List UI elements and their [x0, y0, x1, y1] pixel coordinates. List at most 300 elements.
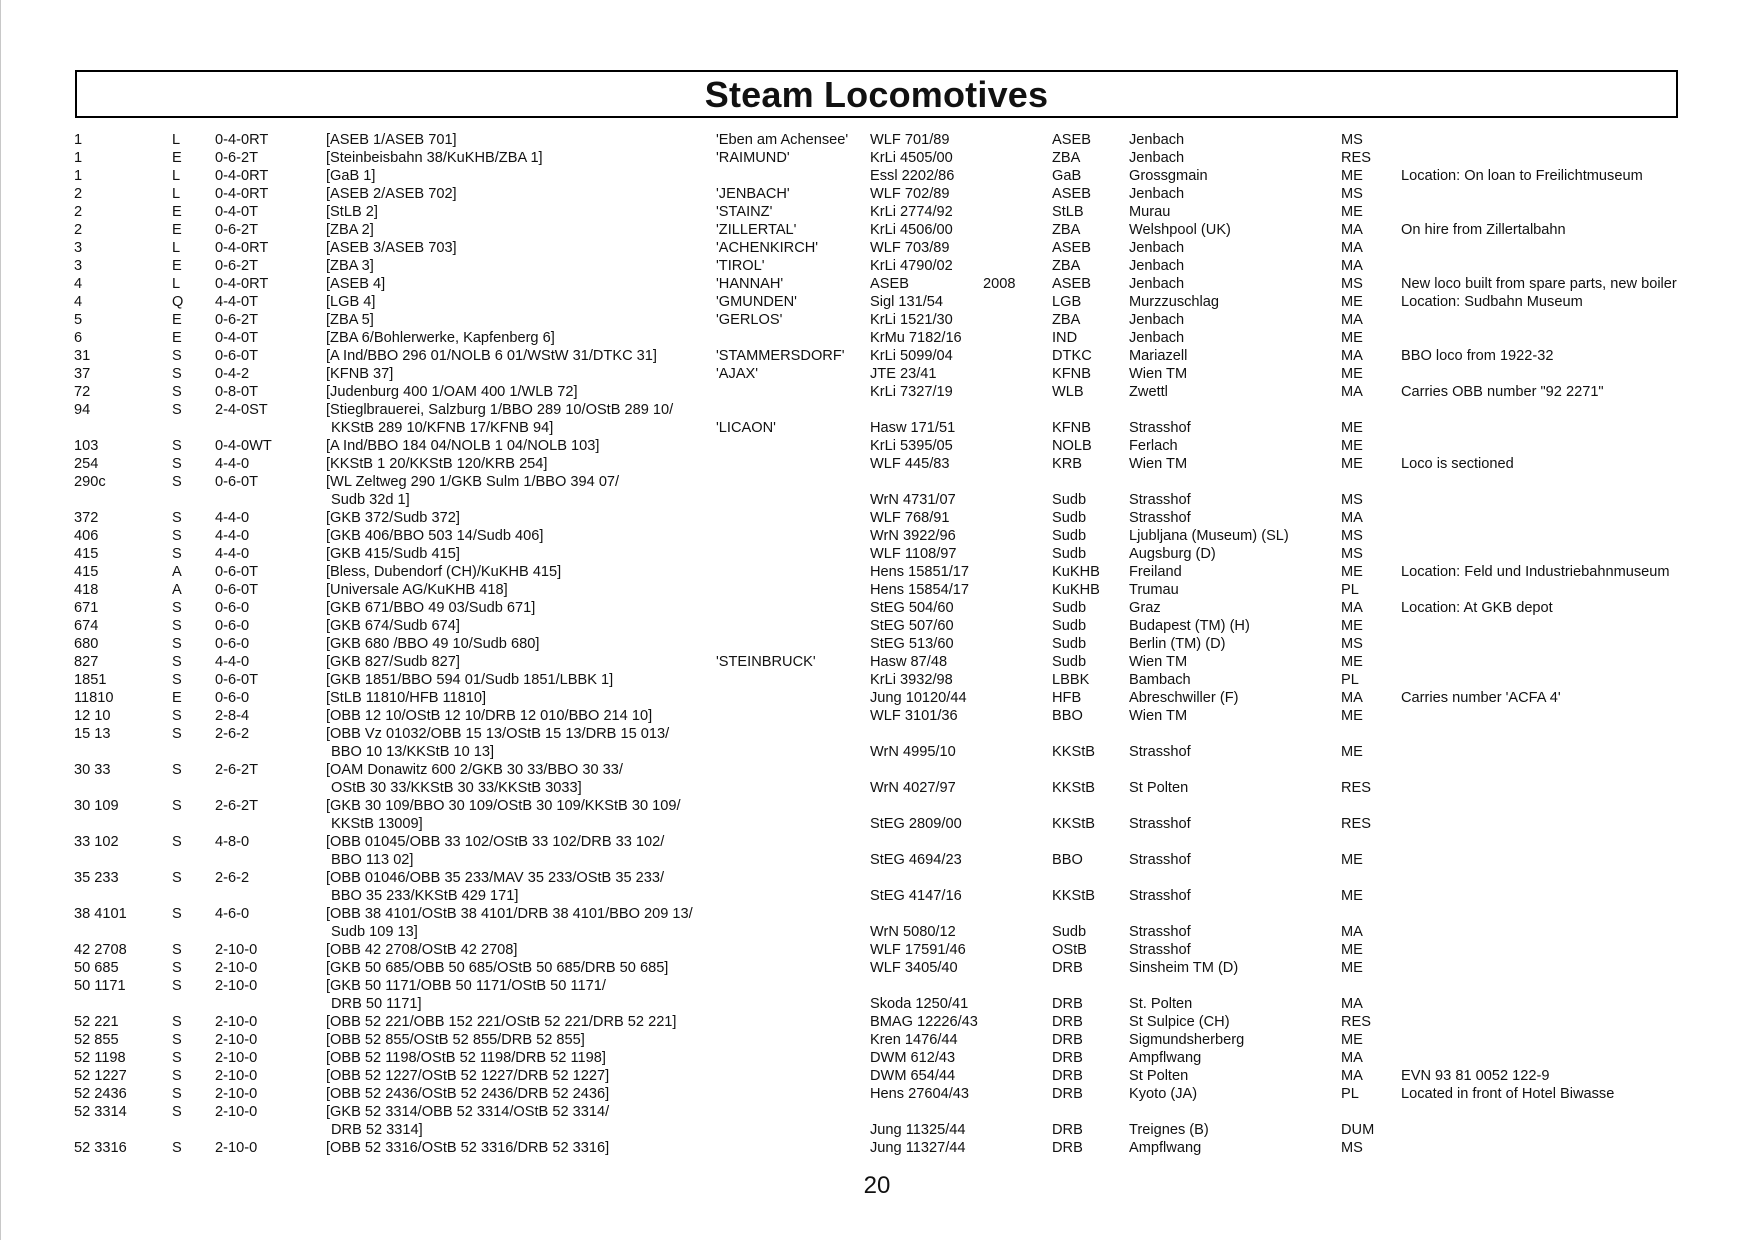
number-history: [GKB 50 1171/OBB 50 1171/OStB 50 1171/: [326, 978, 606, 994]
owner-code: KKStB: [1052, 780, 1095, 796]
table-row: [0, 473, 1754, 491]
gauge-type: A: [172, 582, 182, 598]
status-code: RES: [1341, 780, 1372, 796]
location: St. Polten: [1129, 996, 1193, 1012]
gauge-type: E: [172, 690, 182, 706]
build-year: 2008: [983, 276, 1016, 292]
gauge-type: S: [172, 528, 182, 544]
builder-works-number: StEG 4147/16: [870, 888, 962, 904]
status-code: MA: [1341, 240, 1363, 256]
gauge-type: Q: [172, 294, 184, 310]
owner-code: Sudb: [1052, 492, 1087, 508]
status-code: ME: [1341, 204, 1363, 220]
wheel-arrangement: 2-10-0: [215, 1032, 258, 1048]
owner-code: ASEB: [1052, 132, 1091, 148]
number-history: [OBB 42 2708/OStB 42 2708]: [326, 942, 518, 958]
gauge-type: S: [172, 636, 182, 652]
builder-works-number: Skoda 1250/41: [870, 996, 969, 1012]
number-history: [ZBA 6/Bohlerwerke, Kapfenberg 6]: [326, 330, 555, 346]
loco-number: 1851: [74, 672, 107, 688]
owner-code: DRB: [1052, 1086, 1083, 1102]
owner-code: Sudb: [1052, 528, 1087, 544]
owner-code: KKStB: [1052, 744, 1095, 760]
builder-works-number: StEG 504/60: [870, 600, 954, 616]
status-code: MS: [1341, 1140, 1363, 1156]
location: St Polten: [1129, 1068, 1189, 1084]
gauge-type: S: [172, 978, 182, 994]
table-row: [0, 797, 1754, 815]
table-row: [0, 689, 1754, 707]
builder-works-number: WLF 445/83: [870, 456, 950, 472]
loco-number: 52 2436: [74, 1086, 127, 1102]
builder-works-number: StEG 4694/23: [870, 852, 962, 868]
notes: BBO loco from 1922-32: [1401, 348, 1554, 364]
owner-code: BBO: [1052, 708, 1083, 724]
owner-code: LGB: [1052, 294, 1082, 310]
wheel-arrangement: 0-6-0: [215, 636, 250, 652]
number-history: [GKB 1851/BBO 594 01/Sudb 1851/LBBK 1]: [326, 672, 614, 688]
location: St Sulpice (CH): [1129, 1014, 1230, 1030]
location: Augsburg (D): [1129, 546, 1216, 562]
wheel-arrangement: 2-4-0ST: [215, 402, 268, 418]
status-code: MA: [1341, 1068, 1363, 1084]
location: Strasshof: [1129, 852, 1191, 868]
loco-number: 94: [74, 402, 91, 418]
wheel-arrangement: 0-4-0RT: [215, 132, 269, 148]
location: Kyoto (JA): [1129, 1086, 1198, 1102]
status-code: DUM: [1341, 1122, 1375, 1138]
title-box: [75, 70, 1678, 118]
notes: Location: Feld und Industriebahnmuseum: [1401, 564, 1670, 580]
gauge-type: E: [172, 222, 182, 238]
loco-number: 4: [74, 294, 83, 310]
location: Sigmundsherberg: [1129, 1032, 1245, 1048]
owner-code: KFNB: [1052, 420, 1091, 436]
table-row: [0, 1049, 1754, 1067]
status-code: MA: [1341, 996, 1363, 1012]
owner-code: BBO: [1052, 852, 1083, 868]
number-history: [Steinbeisbahn 38/KuKHB/ZBA 1]: [326, 150, 543, 166]
status-code: MA: [1341, 600, 1363, 616]
builder-works-number: KrLi 7327/19: [870, 384, 953, 400]
builder-works-number: WLF 3405/40: [870, 960, 958, 976]
location: Wien TM: [1129, 366, 1188, 382]
loco-name: 'HANNAH': [716, 276, 784, 292]
loco-name: 'JENBACH': [716, 186, 790, 202]
number-history: [A Ind/BBO 296 01/NOLB 6 01/WStW 31/DTKC 31]: [326, 348, 657, 364]
status-code: MA: [1341, 1050, 1363, 1066]
number-history: [ASEB 1/ASEB 701]: [326, 132, 457, 148]
number-history: [OBB Vz 01032/OBB 15 13/OStB 15 13/DRB 15 013/: [326, 726, 670, 742]
number-history: [GKB 671/BBO 49 03/Sudb 671]: [326, 600, 536, 616]
table-row: [0, 167, 1754, 185]
builder-works-number: Jung 10120/44: [870, 690, 967, 706]
location: Welshpool (UK): [1129, 222, 1231, 238]
table-row: [0, 509, 1754, 527]
loco-number: 37: [74, 366, 91, 382]
loco-number: 6: [74, 330, 83, 346]
number-history: [ZBA 2]: [326, 222, 374, 238]
table-row: [0, 311, 1754, 329]
location: Jenbach: [1129, 276, 1185, 292]
number-history: [OBB 01045/OBB 33 102/OStB 33 102/DRB 33 102/: [326, 834, 665, 850]
location: Jenbach: [1129, 240, 1185, 256]
builder-works-number: JTE 23/41: [870, 366, 937, 382]
owner-code: DRB: [1052, 960, 1083, 976]
status-code: ME: [1341, 888, 1363, 904]
number-history: Sudb 109 13]: [331, 924, 418, 940]
number-history: [GKB 406/BBO 503 14/Sudb 406]: [326, 528, 544, 544]
table-row: [0, 131, 1754, 149]
location: Abreschwiller (F): [1129, 690, 1239, 706]
number-history: [GKB 415/Sudb 415]: [326, 546, 460, 562]
table-row: [0, 671, 1754, 689]
gauge-type: E: [172, 312, 182, 328]
gauge-type: S: [172, 348, 182, 364]
loco-number: 680: [74, 636, 99, 652]
builder-works-number: KrLi 4506/00: [870, 222, 953, 238]
number-history: [Universale AG/KuKHB 418]: [326, 582, 508, 598]
builder-works-number: WLF 17591/46: [870, 942, 966, 958]
gauge-type: E: [172, 258, 182, 274]
number-history: [LGB 4]: [326, 294, 376, 310]
table-row: [0, 275, 1754, 293]
location: Murau: [1129, 204, 1171, 220]
builder-works-number: Kren 1476/44: [870, 1032, 958, 1048]
builder-works-number: StEG 2809/00: [870, 816, 962, 832]
wheel-arrangement: 0-6-2T: [215, 258, 258, 274]
loco-number: 52 1227: [74, 1068, 127, 1084]
builder-works-number: WrN 3922/96: [870, 528, 956, 544]
owner-code: IND: [1052, 330, 1078, 346]
gauge-type: S: [172, 1104, 182, 1120]
wheel-arrangement: 0-4-0WT: [215, 438, 272, 454]
gauge-type: S: [172, 600, 182, 616]
table-row: [0, 977, 1754, 995]
status-code: ME: [1341, 438, 1363, 454]
table-row: [0, 329, 1754, 347]
number-history: [Judenburg 400 1/OAM 400 1/WLB 72]: [326, 384, 578, 400]
gauge-type: S: [172, 1014, 182, 1030]
builder-works-number: Hens 15854/17: [870, 582, 969, 598]
location: Jenbach: [1129, 186, 1185, 202]
owner-code: NOLB: [1052, 438, 1092, 454]
status-code: ME: [1341, 330, 1363, 346]
status-code: ME: [1341, 852, 1363, 868]
table-row: [0, 815, 1754, 833]
owner-code: DRB: [1052, 1122, 1083, 1138]
number-history: [ASEB 2/ASEB 702]: [326, 186, 457, 202]
location: Strasshof: [1129, 420, 1191, 436]
gauge-type: E: [172, 204, 182, 220]
loco-number: 38 4101: [74, 906, 127, 922]
table-row: [0, 1085, 1754, 1103]
table-row: [0, 995, 1754, 1013]
loco-number: 52 855: [74, 1032, 119, 1048]
wheel-arrangement: 0-4-0T: [215, 330, 258, 346]
number-history: [OBB 52 221/OBB 152 221/OStB 52 221/DRB 52 221]: [326, 1014, 677, 1030]
gauge-type: S: [172, 708, 182, 724]
builder-works-number: KrLi 1521/30: [870, 312, 953, 328]
status-code: ME: [1341, 168, 1363, 184]
table-row: [0, 599, 1754, 617]
location: Strasshof: [1129, 492, 1191, 508]
loco-number: 372: [74, 510, 99, 526]
gauge-type: S: [172, 474, 182, 490]
table-row: [0, 185, 1754, 203]
table-row: [0, 617, 1754, 635]
status-code: ME: [1341, 708, 1363, 724]
loco-number: 3: [74, 258, 83, 274]
owner-code: KuKHB: [1052, 582, 1100, 598]
wheel-arrangement: 4-8-0: [215, 834, 250, 850]
number-history: [GKB 50 685/OBB 50 685/OStB 50 685/DRB 50 685]: [326, 960, 669, 976]
status-code: RES: [1341, 816, 1372, 832]
locomotive-list: [0, 131, 1754, 1157]
location: Strasshof: [1129, 942, 1191, 958]
owner-code: KRB: [1052, 456, 1083, 472]
status-code: RES: [1341, 150, 1372, 166]
location: Jenbach: [1129, 132, 1185, 148]
loco-number: 4: [74, 276, 83, 292]
status-code: MS: [1341, 528, 1363, 544]
status-code: ME: [1341, 618, 1363, 634]
gauge-type: S: [172, 384, 182, 400]
number-history: [GKB 52 3314/OBB 52 3314/OStB 52 3314/: [326, 1104, 610, 1120]
status-code: MA: [1341, 384, 1363, 400]
table-row: [0, 635, 1754, 653]
status-code: ME: [1341, 294, 1363, 310]
status-code: MA: [1341, 348, 1363, 364]
loco-number: 3: [74, 240, 83, 256]
loco-number: 827: [74, 654, 99, 670]
notes: Loco is sectioned: [1401, 456, 1514, 472]
loco-number: 30 33: [74, 762, 111, 778]
loco-name: 'STAINZ': [716, 204, 773, 220]
location: Wien TM: [1129, 456, 1188, 472]
number-history: [OBB 52 3316/OStB 52 3316/DRB 52 3316]: [326, 1140, 610, 1156]
owner-code: Sudb: [1052, 654, 1087, 670]
table-row: [0, 941, 1754, 959]
wheel-arrangement: 2-10-0: [215, 1014, 258, 1030]
owner-code: DTKC: [1052, 348, 1092, 364]
number-history: [OBB 01046/OBB 35 233/MAV 35 233/OStB 35 233/: [326, 870, 665, 886]
location: Wien TM: [1129, 708, 1188, 724]
gauge-type: E: [172, 150, 182, 166]
builder-works-number: KrMu 7182/16: [870, 330, 962, 346]
gauge-type: L: [172, 276, 181, 292]
owner-code: ZBA: [1052, 312, 1081, 328]
loco-number: 254: [74, 456, 99, 472]
table-row: [0, 347, 1754, 365]
number-history: [GKB 827/Sudb 827]: [326, 654, 460, 670]
location: Murzzuschlag: [1129, 294, 1220, 310]
number-history: [Stieglbrauerei, Salzburg 1/BBO 289 10/OStB 289 10/: [326, 402, 674, 418]
wheel-arrangement: 4-4-0: [215, 654, 250, 670]
number-history: [WL Zeltweg 290 1/GKB Sulm 1/BBO 394 07/: [326, 474, 620, 490]
location: Mariazell: [1129, 348, 1188, 364]
status-code: RES: [1341, 1014, 1372, 1030]
table-row: [0, 419, 1754, 437]
number-history: BBO 113 02]: [331, 852, 414, 868]
owner-code: ASEB: [1052, 276, 1091, 292]
status-code: MA: [1341, 924, 1363, 940]
loco-number: 2: [74, 204, 83, 220]
wheel-arrangement: 2-6-2: [215, 726, 250, 742]
builder-works-number: KrLi 4790/02: [870, 258, 953, 274]
builder-works-number: KrLi 5099/04: [870, 348, 953, 364]
gauge-type: S: [172, 798, 182, 814]
notes: Location: Sudbahn Museum: [1401, 294, 1583, 310]
table-row: [0, 545, 1754, 563]
gauge-type: S: [172, 366, 182, 382]
status-code: ME: [1341, 456, 1363, 472]
status-code: ME: [1341, 366, 1363, 382]
loco-number: 415: [74, 546, 99, 562]
loco-name: 'ZILLERTAL': [716, 222, 797, 238]
wheel-arrangement: 0-4-0RT: [215, 186, 269, 202]
builder-works-number: WrN 4027/97: [870, 780, 956, 796]
table-row: [0, 869, 1754, 887]
owner-code: DRB: [1052, 1068, 1083, 1084]
loco-number: 1: [74, 168, 83, 184]
gauge-type: S: [172, 960, 182, 976]
gauge-type: L: [172, 132, 181, 148]
wheel-arrangement: 0-4-2: [215, 366, 250, 382]
page-number: 20: [863, 1172, 891, 1199]
table-row: [0, 707, 1754, 725]
owner-code: Sudb: [1052, 924, 1087, 940]
builder-works-number: DWM 612/43: [870, 1050, 956, 1066]
wheel-arrangement: 2-6-2: [215, 870, 250, 886]
table-row: [0, 1067, 1754, 1085]
number-history: [Bless, Dubendorf (CH)/KuKHB 415]: [326, 564, 562, 580]
wheel-arrangement: 4-4-0: [215, 510, 250, 526]
gauge-type: S: [172, 1086, 182, 1102]
table-row: [0, 455, 1754, 473]
location: Wien TM: [1129, 654, 1188, 670]
gauge-type: S: [172, 1032, 182, 1048]
loco-number: 72: [74, 384, 91, 400]
builder-works-number: KrLi 4505/00: [870, 150, 953, 166]
gauge-type: S: [172, 438, 182, 454]
location: Trumau: [1129, 582, 1179, 598]
table-row: [0, 743, 1754, 761]
loco-number: 42 2708: [74, 942, 127, 958]
builder-works-number: Essl 2202/86: [870, 168, 955, 184]
table-row: [0, 725, 1754, 743]
builder-works-number: Hasw 87/48: [870, 654, 948, 670]
table-row: [0, 581, 1754, 599]
builder-works-number: Hens 15851/17: [870, 564, 969, 580]
wheel-arrangement: 0-6-0: [215, 690, 250, 706]
table-row: [0, 1031, 1754, 1049]
status-code: PL: [1341, 1086, 1359, 1102]
owner-code: ZBA: [1052, 222, 1081, 238]
wheel-arrangement: 2-6-2T: [215, 798, 258, 814]
loco-number: 15 13: [74, 726, 111, 742]
loco-name: 'TIROL': [716, 258, 765, 274]
gauge-type: L: [172, 240, 181, 256]
builder-works-number: Jung 11325/44: [870, 1122, 966, 1138]
location: Berlin (TM) (D): [1129, 636, 1226, 652]
owner-code: Sudb: [1052, 600, 1087, 616]
wheel-arrangement: 0-6-2T: [215, 222, 258, 238]
owner-code: DRB: [1052, 1032, 1083, 1048]
gauge-type: S: [172, 762, 182, 778]
table-row: [0, 221, 1754, 239]
loco-name: 'STEINBRUCK': [716, 654, 816, 670]
gauge-type: L: [172, 168, 181, 184]
wheel-arrangement: 2-10-0: [215, 1140, 258, 1156]
wheel-arrangement: 0-4-0RT: [215, 168, 269, 184]
number-history: [KFNB 37]: [326, 366, 394, 382]
table-row: [0, 1121, 1754, 1139]
owner-code: Sudb: [1052, 618, 1087, 634]
table-row: [0, 257, 1754, 275]
number-history: [ASEB 3/ASEB 703]: [326, 240, 457, 256]
owner-code: DRB: [1052, 996, 1083, 1012]
builder-works-number: Sigl 131/54: [870, 294, 944, 310]
wheel-arrangement: 0-6-0: [215, 618, 250, 634]
location: Strasshof: [1129, 816, 1191, 832]
notes: EVN 93 81 0052 122-9: [1401, 1068, 1550, 1084]
location: Strasshof: [1129, 510, 1191, 526]
status-code: MA: [1341, 312, 1363, 328]
location: Jenbach: [1129, 330, 1185, 346]
gauge-type: S: [172, 942, 182, 958]
page-title: Steam Locomotives: [704, 74, 1049, 115]
wheel-arrangement: 2-10-0: [215, 1068, 258, 1084]
table-row: [0, 1103, 1754, 1121]
gauge-type: S: [172, 870, 182, 886]
table-row: [0, 491, 1754, 509]
gauge-type: S: [172, 618, 182, 634]
loco-number: 50 1171: [74, 978, 126, 994]
builder-works-number: StEG 513/60: [870, 636, 954, 652]
loco-name: 'GMUNDEN': [716, 294, 797, 310]
notes: On hire from Zillertalbahn: [1401, 222, 1566, 238]
status-code: MS: [1341, 276, 1363, 292]
builder-works-number: KrLi 2774/92: [870, 204, 953, 220]
owner-code: ASEB: [1052, 186, 1091, 202]
loco-number: 30 109: [74, 798, 119, 814]
number-history: [OBB 52 1227/OStB 52 1227/DRB 52 1227]: [326, 1068, 610, 1084]
number-history: [OBB 52 1198/OStB 52 1198/DRB 52 1198]: [326, 1050, 606, 1066]
builder-works-number: WrN 4731/07: [870, 492, 956, 508]
notes: Located in front of Hotel Biwasse: [1401, 1086, 1615, 1102]
location: Jenbach: [1129, 258, 1185, 274]
wheel-arrangement: 0-6-0T: [215, 582, 258, 598]
number-history: [KKStB 1 20/KKStB 120/KRB 254]: [326, 456, 548, 472]
loco-number: 671: [74, 600, 99, 616]
number-history: [OBB 52 855/OStB 52 855/DRB 52 855]: [326, 1032, 585, 1048]
wheel-arrangement: 4-4-0: [215, 456, 250, 472]
wheel-arrangement: 0-4-0RT: [215, 240, 269, 256]
number-history: [ASEB 4]: [326, 276, 386, 292]
table-row: [0, 1013, 1754, 1031]
number-history: [OBB 38 4101/OStB 38 4101/DRB 38 4101/BBO 209 13/: [326, 906, 693, 922]
number-history: [GaB 1]: [326, 168, 376, 184]
gauge-type: S: [172, 672, 182, 688]
loco-name: 'Eben am Achensee': [716, 132, 849, 148]
location: Ferlach: [1129, 438, 1178, 454]
owner-code: LBBK: [1052, 672, 1090, 688]
table-row: [0, 149, 1754, 167]
wheel-arrangement: 0-6-0T: [215, 348, 258, 364]
location: Strasshof: [1129, 924, 1191, 940]
location: St Polten: [1129, 780, 1189, 796]
